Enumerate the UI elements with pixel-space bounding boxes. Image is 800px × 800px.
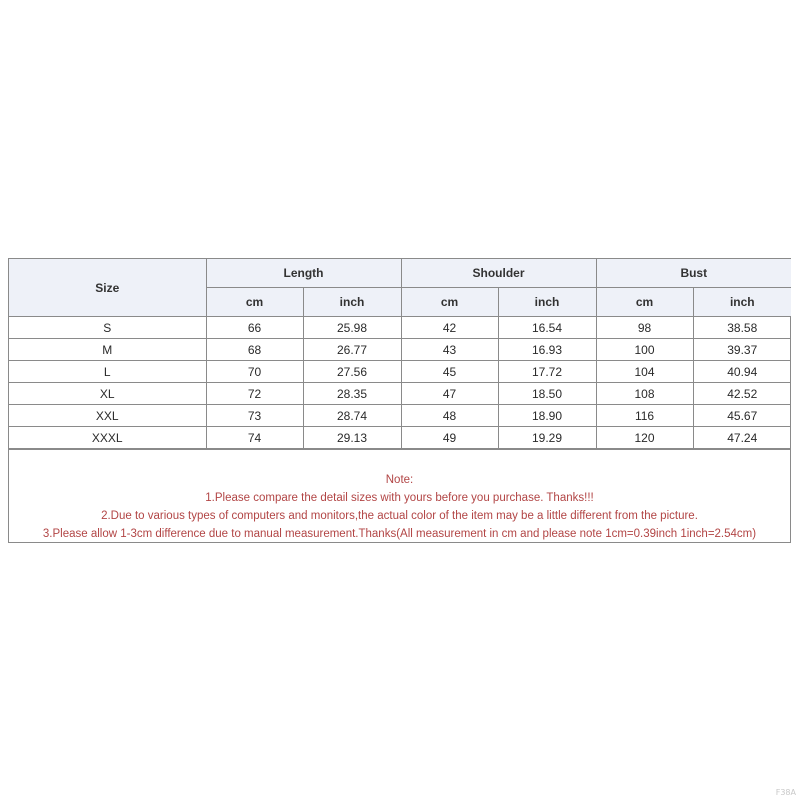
header-row-groups [9, 259, 791, 288]
size-cell: XXXL [9, 427, 206, 449]
value-cell: 74 [206, 427, 303, 449]
size-cell: L [9, 361, 206, 383]
value-cell: 18.50 [498, 383, 596, 405]
table-row [9, 317, 791, 339]
value-cell: 47 [401, 383, 498, 405]
value-cell: 28.74 [303, 405, 401, 427]
value-cell: 38.58 [693, 317, 791, 339]
value-cell: 45 [401, 361, 498, 383]
value-cell: 42.52 [693, 383, 791, 405]
unit-header: inch [303, 288, 401, 317]
note-line-2: 2.Due to various types of computers and monitors,the actual color of the item may be a little different from the picture. [101, 510, 698, 522]
value-cell: 48 [401, 405, 498, 427]
group-header-bust: Bust [596, 259, 791, 288]
value-cell: 45.67 [693, 405, 791, 427]
size-cell: M [9, 339, 206, 361]
notes-section [9, 449, 790, 543]
size-table-body [9, 317, 791, 449]
value-cell: 104 [596, 361, 693, 383]
notes-title: Note: [385, 474, 414, 486]
size-chart [8, 258, 791, 543]
value-cell: 98 [596, 317, 693, 339]
value-cell: 42 [401, 317, 498, 339]
unit-header: cm [206, 288, 303, 317]
unit-header: inch [693, 288, 791, 317]
table-row [9, 383, 791, 405]
table-row [9, 339, 791, 361]
value-cell: 47.24 [693, 427, 791, 449]
value-cell: 49 [401, 427, 498, 449]
value-cell: 120 [596, 427, 693, 449]
size-cell: XL [9, 383, 206, 405]
note-line-1: 1.Please compare the detail sizes with yours before you purchase. Thanks!!! [205, 492, 594, 504]
value-cell: 72 [206, 383, 303, 405]
size-table [9, 259, 791, 449]
value-cell: 73 [206, 405, 303, 427]
table-row [9, 361, 791, 383]
value-cell: 40.94 [693, 361, 791, 383]
size-cell: S [9, 317, 206, 339]
value-cell: 43 [401, 339, 498, 361]
watermark: F38A [775, 788, 796, 797]
value-cell: 16.93 [498, 339, 596, 361]
value-cell: 68 [206, 339, 303, 361]
value-cell: 39.37 [693, 339, 791, 361]
value-cell: 27.56 [303, 361, 401, 383]
value-cell: 19.29 [498, 427, 596, 449]
value-cell: 25.98 [303, 317, 401, 339]
value-cell: 26.77 [303, 339, 401, 361]
value-cell: 29.13 [303, 427, 401, 449]
size-header: Size [9, 259, 206, 317]
table-row [9, 427, 791, 449]
unit-header: inch [498, 288, 596, 317]
value-cell: 18.90 [498, 405, 596, 427]
value-cell: 108 [596, 383, 693, 405]
value-cell: 66 [206, 317, 303, 339]
table-row [9, 405, 791, 427]
unit-header: cm [596, 288, 693, 317]
value-cell: 16.54 [498, 317, 596, 339]
value-cell: 100 [596, 339, 693, 361]
value-cell: 28.35 [303, 383, 401, 405]
unit-header: cm [401, 288, 498, 317]
group-header-length: Length [206, 259, 401, 288]
size-cell: XXL [9, 405, 206, 427]
note-line-3: 3.Please allow 1-3cm difference due to manual measurement.Thanks(All measurement in cm and please note 1cm=0.39inch 1inch=2.54cm) [42, 528, 757, 540]
group-header-shoulder: Shoulder [401, 259, 596, 288]
value-cell: 116 [596, 405, 693, 427]
value-cell: 70 [206, 361, 303, 383]
value-cell: 17.72 [498, 361, 596, 383]
